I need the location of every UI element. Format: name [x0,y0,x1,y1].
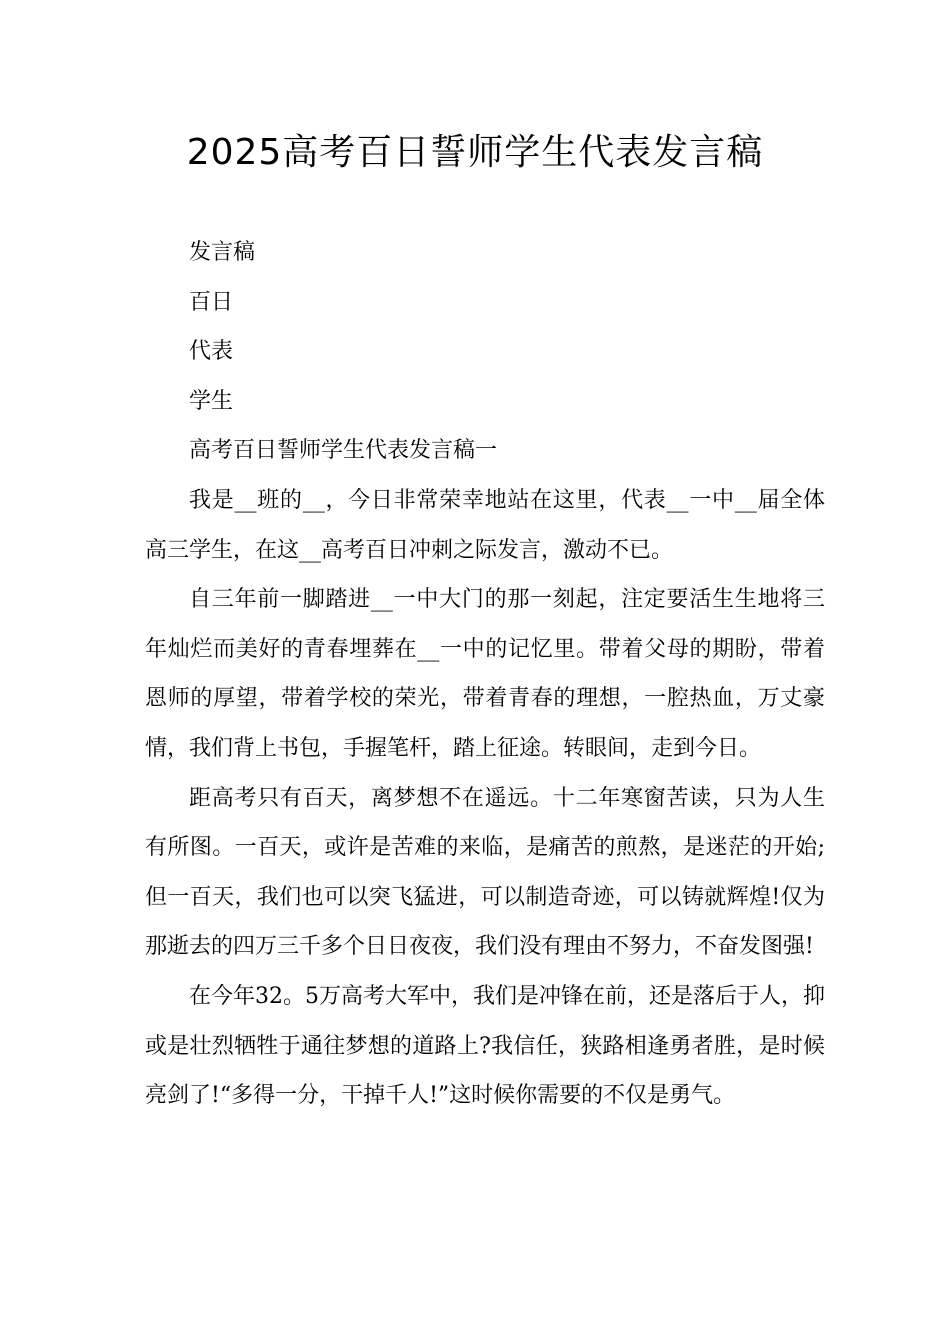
document-title: 2025高考百日誓师学生代表发言稿 [186,132,764,173]
document-body [145,228,825,1121]
paragraph-9: 在今年32。5万高考大军中，我们是冲锋在前，还是落后于人，抑或是壮烈牺牲于通往梦想的道路上?我信任，狭路相逢勇者胜，是时候亮剑了!“多得一分，干掉千人!”这时候你需要的不仅是勇气。 [145,983,825,1109]
paragraph-2: 百日 [189,289,234,315]
paragraph-8: 距高考只有百天，离梦想不在遥远。十二年寒窗苦读，只为人生有所图。一百天，或许是苦难的来临，是痛苦的煎熬，是迷茫的开始;但一百天，我们也可以突飞猛进，可以制造奇迹，可以铸就辉煌!仅为那逝去的四万三千多个日日夜夜，我们没有理由不努力，不奋发图强! [145,785,825,960]
paragraph-4: 学生 [189,388,234,414]
paragraph-7: 自三年前一脚踏进__一中大门的那一刻起，注定要活生生地将三年灿烂而美好的青春埋葬在__一中的记忆里。带着父母的期盼，带着恩师的厚望，带着学校的荣光，带着青春的理想，一腔热血，万丈豪情，我们背上书包，手握笔杆，踏上征途。转眼间，走到今日。 [145,587,825,761]
paragraph-3: 代表 [189,339,234,365]
section-heading: 高考百日誓师学生代表发言稿一 [189,438,498,464]
paragraph-1: 发言稿 [189,240,256,265]
paragraph-6: 我是__班的__，今日非常荣幸地站在这里，代表__一中__届全体高三学生，在这__高考百日冲刺之际发言，激动不已。 [145,487,825,563]
